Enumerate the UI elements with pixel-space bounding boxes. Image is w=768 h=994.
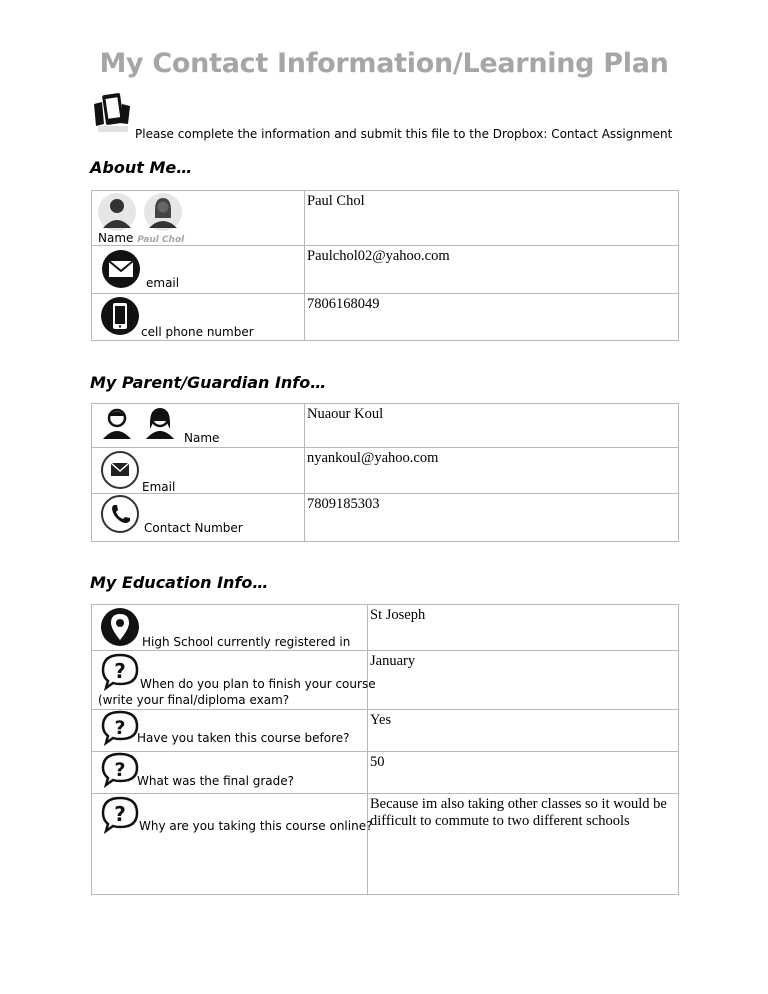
why-online-label: Why are you taking this course online? — [139, 819, 373, 833]
parent-email-label: Email — [142, 480, 176, 494]
label-cell — [92, 752, 368, 794]
table-row — [92, 710, 679, 752]
value-cell[interactable]: January — [368, 651, 679, 710]
label-cell — [92, 605, 368, 651]
svg-text:?: ? — [114, 717, 126, 739]
envelope-icon — [101, 249, 143, 289]
parent-table — [91, 403, 679, 542]
table-row — [92, 294, 679, 341]
label-cell — [92, 794, 373, 895]
label-cell — [92, 651, 376, 710]
table-row — [92, 246, 679, 294]
svg-text:?: ? — [114, 659, 126, 683]
parent-name-label: Name — [184, 431, 220, 445]
parents-icon — [102, 407, 174, 441]
label-cell — [92, 191, 305, 246]
hand-holding-phone-icon — [92, 90, 136, 134]
value-cell[interactable]: Paulchol02@yahoo.com — [305, 246, 679, 294]
question-bubble-icon — [100, 710, 142, 746]
value-cell[interactable]: Nuaour Koul — [305, 404, 679, 448]
label-cell — [92, 294, 305, 341]
label-cell — [92, 494, 305, 542]
page-title: My Contact Information/Learning Plan — [99, 48, 669, 79]
final-grade-label: What was the final grade? — [137, 774, 295, 788]
svg-text:?: ? — [114, 802, 126, 826]
value-cell[interactable]: nyankoul@yahoo.com — [305, 448, 679, 494]
svg-text:?: ? — [114, 759, 126, 781]
question-bubble-icon — [100, 795, 142, 835]
value-cell[interactable]: Because im also taking other classes so it would be difficult to commute to two different schools — [368, 794, 679, 895]
label-cell — [92, 710, 368, 752]
cell-phone-label: cell phone number — [141, 325, 254, 339]
value-cell[interactable]: 7809185303 — [305, 494, 679, 542]
value-cell[interactable]: 50 — [368, 752, 679, 794]
label-cell — [92, 448, 305, 494]
table-row — [92, 651, 679, 710]
table-row — [92, 404, 679, 448]
table-row — [92, 794, 679, 895]
school-label: High School currently registered in — [142, 635, 351, 649]
email-label: email — [146, 276, 180, 290]
value-cell[interactable]: Paul Chol — [305, 191, 679, 246]
table-row — [92, 191, 679, 246]
location-pin-icon — [100, 607, 142, 647]
question-bubble-icon — [100, 652, 142, 692]
education-heading: My Education Info… — [90, 573, 269, 592]
name-label: Name Paul Chol — [98, 231, 185, 245]
envelope-icon — [100, 450, 142, 490]
education-table — [91, 604, 679, 895]
taken-before-label: Have you taken this course before? — [137, 731, 350, 745]
table-row — [92, 605, 679, 651]
people-icon — [97, 192, 183, 232]
about-me-heading: About Me… — [90, 158, 193, 177]
telephone-icon — [100, 494, 142, 534]
value-cell[interactable]: Yes — [368, 710, 679, 752]
question-bubble-icon — [100, 752, 142, 788]
label-cell — [92, 404, 305, 448]
table-row — [92, 494, 679, 542]
mobile-phone-icon — [100, 296, 142, 336]
value-cell[interactable]: 7806168049 — [305, 294, 679, 341]
finish-date-label-line1: When do you plan to finish your course — [140, 677, 376, 691]
value-cell[interactable]: St Joseph — [368, 605, 679, 651]
about-me-table — [91, 190, 679, 341]
instructions: Please complete the information and submit this file to the Dropbox: Contact Assignment — [135, 127, 673, 141]
table-row — [92, 448, 679, 494]
table-row — [92, 752, 679, 794]
finish-date-label-line2: (write your final/diploma exam? — [98, 693, 290, 707]
parent-heading: My Parent/Guardian Info… — [90, 373, 327, 392]
label-cell — [92, 246, 305, 294]
parent-contact-label: Contact Number — [144, 521, 243, 535]
